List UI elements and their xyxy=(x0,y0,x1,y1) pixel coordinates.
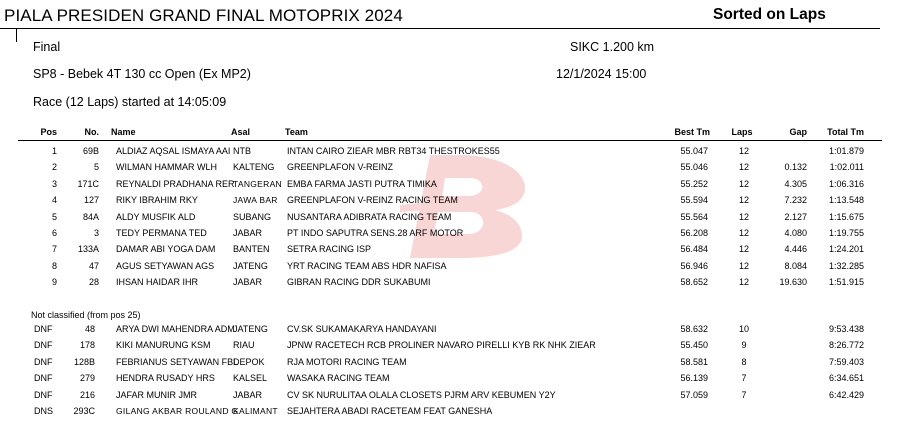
session-name: Final xyxy=(33,40,61,54)
cell-number: 47 xyxy=(88,260,99,271)
cell-status: DNF xyxy=(34,324,53,334)
cell-laps: 12 xyxy=(738,260,749,271)
cell-name: KIKI MANURUNG KSM xyxy=(116,340,211,351)
cell-gap: 4.305 xyxy=(784,178,807,189)
cell-team: NUSANTARA ADIBRATA RACING TEAM xyxy=(287,211,452,222)
cell-pos: 5 xyxy=(51,211,57,222)
table-row xyxy=(0,354,900,370)
cell-total-time: 1:24.201 xyxy=(828,244,864,255)
cell-gap: 19.630 xyxy=(779,277,807,288)
sort-indicator: Sorted on Laps xyxy=(713,6,826,23)
cell-laps: 12 xyxy=(738,195,749,206)
table-row xyxy=(0,403,900,419)
cell-asal: JAWA BAR xyxy=(233,195,278,206)
cell-best-time: 56.946 xyxy=(680,260,708,271)
cell-team: YRT RACING TEAM ABS HDR NAFISA xyxy=(287,260,447,271)
cell-number: 127 xyxy=(83,195,99,206)
class-name: SP8 - Bebek 4T 130 cc Open (Ex MP2) xyxy=(33,67,251,81)
cell-status: DNF xyxy=(34,389,53,400)
table-row xyxy=(0,258,900,274)
cell-best-time: 58.581 xyxy=(680,356,708,367)
col-header-team: Team xyxy=(285,127,308,137)
cell-name: REYNALDI PRADHANA RER xyxy=(116,178,235,189)
cell-pos: 8 xyxy=(51,260,57,271)
cell-best-time: 55.047 xyxy=(680,146,708,156)
table-row xyxy=(0,209,900,225)
cell-total-time: 9:53.438 xyxy=(828,324,864,334)
cell-name: ALDY MUSFIK ALD xyxy=(116,211,196,222)
cell-name: IHSAN HAIDAR IHR xyxy=(116,277,199,288)
col-header-laps: Laps xyxy=(731,127,753,137)
cell-best-time: 56.208 xyxy=(680,228,708,238)
cell-best-time: 55.594 xyxy=(680,195,708,206)
col-header-name: Name xyxy=(111,127,136,137)
table-row xyxy=(0,321,900,337)
cell-name: HENDRA RUSADY HRS xyxy=(116,373,215,384)
table-row xyxy=(0,143,900,159)
race-datetime: 12/1/2024 15:00 xyxy=(556,67,647,81)
cell-laps: 9 xyxy=(741,340,747,351)
cell-best-time: 55.450 xyxy=(680,340,708,351)
cell-name: JAFAR MUNIR JMR xyxy=(116,389,197,400)
cell-name: RIKY IBRAHIM RKY xyxy=(116,195,198,206)
cell-best-time: 56.484 xyxy=(680,244,708,255)
col-header-no: No. xyxy=(84,127,99,137)
cell-pos: 2 xyxy=(51,162,57,173)
cell-laps: 12 xyxy=(738,228,749,238)
cell-laps: 12 xyxy=(738,244,749,255)
cell-asal: KALTENG xyxy=(233,162,275,173)
cell-name: DAMAR ABI YOGA DAM xyxy=(116,244,216,255)
cell-total-time: 7:59.403 xyxy=(828,356,864,367)
cell-number: 69B xyxy=(82,146,99,156)
cell-best-time: 58.632 xyxy=(680,324,708,334)
cell-team: JPNW RACETECH RCB PROLINER NAVARO PIRELLI KYB RK NHK ZIEAR xyxy=(287,340,596,351)
cell-team: SETRA RACING ISP xyxy=(287,244,372,255)
cell-laps: 12 xyxy=(738,162,749,173)
cell-best-time: 55.564 xyxy=(680,211,708,222)
cell-asal: KALIMANT xyxy=(233,406,278,416)
cell-asal: BANTEN xyxy=(233,244,270,255)
cell-team: SEJAHTERA ABADI RACETEAM FEAT GANESHA xyxy=(287,406,493,416)
cell-name: ALDIAZ AQSAL ISMAYA AAI xyxy=(116,146,231,156)
cell-pos: 6 xyxy=(51,228,57,238)
cell-pos: 7 xyxy=(51,244,57,255)
cell-gap: 7.232 xyxy=(784,195,807,206)
cell-name: TEDY PERMANA TED xyxy=(116,228,207,238)
cell-asal: SUBANG xyxy=(233,211,272,222)
cell-number: 178 xyxy=(79,340,95,351)
cell-best-time: 58.652 xyxy=(680,277,708,288)
cell-total-time: 1:01.879 xyxy=(828,146,864,156)
cell-gap: 4.080 xyxy=(784,228,807,238)
table-row xyxy=(0,176,900,192)
header-rule xyxy=(18,140,882,141)
cell-number: 28 xyxy=(88,277,99,288)
cell-number: 133A xyxy=(77,244,99,255)
cell-name: ARYA DWI MAHENDRA ADM xyxy=(116,324,235,334)
col-header-asal: Asal xyxy=(231,127,251,137)
cell-asal: KALSEL xyxy=(233,373,268,384)
cell-team: CV SK NURULITAA OLALA CLOSETS PJRM ARV KEBUMEN Y2Y xyxy=(287,389,556,400)
cell-name: WILMAN HAMMAR WLH xyxy=(116,162,217,173)
cell-pos: 4 xyxy=(51,195,57,206)
cell-asal: JABAR xyxy=(233,389,263,400)
cell-team: GIBRAN RACING DDR SUKABUMI xyxy=(287,277,431,288)
cell-status: DNF xyxy=(34,356,53,367)
cell-gap: 4.446 xyxy=(784,244,807,255)
cell-pos: 3 xyxy=(51,178,57,189)
cell-total-time: 6:42.429 xyxy=(828,389,864,400)
cell-name: GILANG AKBAR ROULAND G xyxy=(116,406,239,416)
cell-total-time: 1:51.915 xyxy=(828,277,864,288)
cell-laps: 7 xyxy=(741,373,747,384)
cell-pos: 9 xyxy=(51,277,57,288)
col-header-pos: Pos xyxy=(40,127,57,137)
cell-status: DNS xyxy=(34,406,54,416)
cell-asal: NTB xyxy=(233,146,251,156)
race-info: Race (12 Laps) started at 14:05:09 xyxy=(33,95,227,109)
cell-status: DNF xyxy=(34,340,53,351)
cell-gap: 8.084 xyxy=(784,260,807,271)
cell-asal: JATENG xyxy=(233,324,268,334)
cell-team: RJA MOTORI RACING TEAM xyxy=(287,356,407,367)
col-header-total: Total Tm xyxy=(827,127,864,137)
cell-number: 171C xyxy=(77,178,99,189)
cell-number: 128B xyxy=(73,356,95,367)
top-rule xyxy=(0,28,880,29)
cell-total-time: 1:32.285 xyxy=(828,260,864,271)
cell-total-time: 1:15.675 xyxy=(828,211,864,222)
cell-team: CV.SK SUKAMAKARYA HANDAYANI xyxy=(287,324,437,334)
cell-best-time: 55.046 xyxy=(680,162,708,173)
cell-number: 293C xyxy=(73,406,95,416)
cell-asal: DEPOK xyxy=(233,356,265,367)
cell-asal: JABAR xyxy=(233,228,263,238)
cell-team: PT INDO SAPUTRA SENS.28 ARF MOTOR xyxy=(287,228,464,238)
table-row xyxy=(0,387,900,403)
cell-laps: 7 xyxy=(741,389,747,400)
cell-laps: 12 xyxy=(738,146,749,156)
cell-laps: 12 xyxy=(738,178,749,189)
left-rule xyxy=(16,28,17,42)
cell-laps: 10 xyxy=(738,324,749,334)
cell-team: INTAN CAIRO ZIEAR MBR RBT34 THESTROKES55 xyxy=(287,146,500,156)
cell-number: 279 xyxy=(79,373,95,384)
col-header-best: Best Tm xyxy=(674,127,710,137)
cell-status: DNF xyxy=(34,373,53,384)
cell-team: WASAKA RACING TEAM xyxy=(287,373,390,384)
cell-asal: JATENG xyxy=(233,260,268,271)
cell-pos: 1 xyxy=(51,146,57,156)
table-row xyxy=(0,241,900,257)
cell-best-time: 57.059 xyxy=(680,389,708,400)
table-row xyxy=(0,225,900,241)
cell-total-time: 1:19.755 xyxy=(828,228,864,238)
cell-asal: JABAR xyxy=(233,277,263,288)
report-title: PIALA PRESIDEN GRAND FINAL MOTOPRIX 2024 xyxy=(4,6,403,25)
cell-name: AGUS SETYAWAN AGS xyxy=(116,260,215,271)
cell-number: 216 xyxy=(79,389,95,400)
cell-number: 5 xyxy=(93,162,99,173)
table-row xyxy=(0,274,900,290)
cell-gap: 0.132 xyxy=(784,162,807,173)
cell-best-time: 56.139 xyxy=(680,373,708,384)
cell-number: 84A xyxy=(82,211,99,222)
cell-total-time: 1:13.548 xyxy=(828,195,864,206)
cell-total-time: 1:02.011 xyxy=(829,162,864,173)
table-row xyxy=(0,159,900,175)
cell-number: 3 xyxy=(93,228,99,238)
table-row xyxy=(0,370,900,386)
not-classified-label: Not classified (from pos 25) xyxy=(31,310,141,320)
cell-best-time: 55.252 xyxy=(680,178,708,189)
cell-team: EMBA FARMA JASTI PUTRA TIMIKA xyxy=(287,178,437,189)
circuit-info: SIKC 1.200 km xyxy=(570,40,655,54)
cell-asal: RIAU xyxy=(233,340,255,351)
cell-total-time: 6:34.651 xyxy=(828,373,864,384)
cell-number: 48 xyxy=(84,324,95,334)
cell-total-time: 8:26.772 xyxy=(828,340,864,351)
col-header-gap: Gap xyxy=(789,127,807,137)
cell-team: GREENPLAFON V-REINZ RACING TEAM xyxy=(287,195,458,206)
cell-laps: 12 xyxy=(738,277,749,288)
cell-name: FEBRIANUS SETYAWAN FBL xyxy=(116,356,239,367)
cell-gap: 2.127 xyxy=(784,211,807,222)
cell-laps: 12 xyxy=(738,211,749,222)
cell-asal: TANGERAN xyxy=(233,178,282,189)
cell-total-time: 1:06.316 xyxy=(828,178,864,189)
table-row xyxy=(0,192,900,208)
cell-team: GREENPLAFON V-REINZ xyxy=(287,162,394,173)
cell-laps: 8 xyxy=(741,356,747,367)
table-row xyxy=(0,337,900,353)
